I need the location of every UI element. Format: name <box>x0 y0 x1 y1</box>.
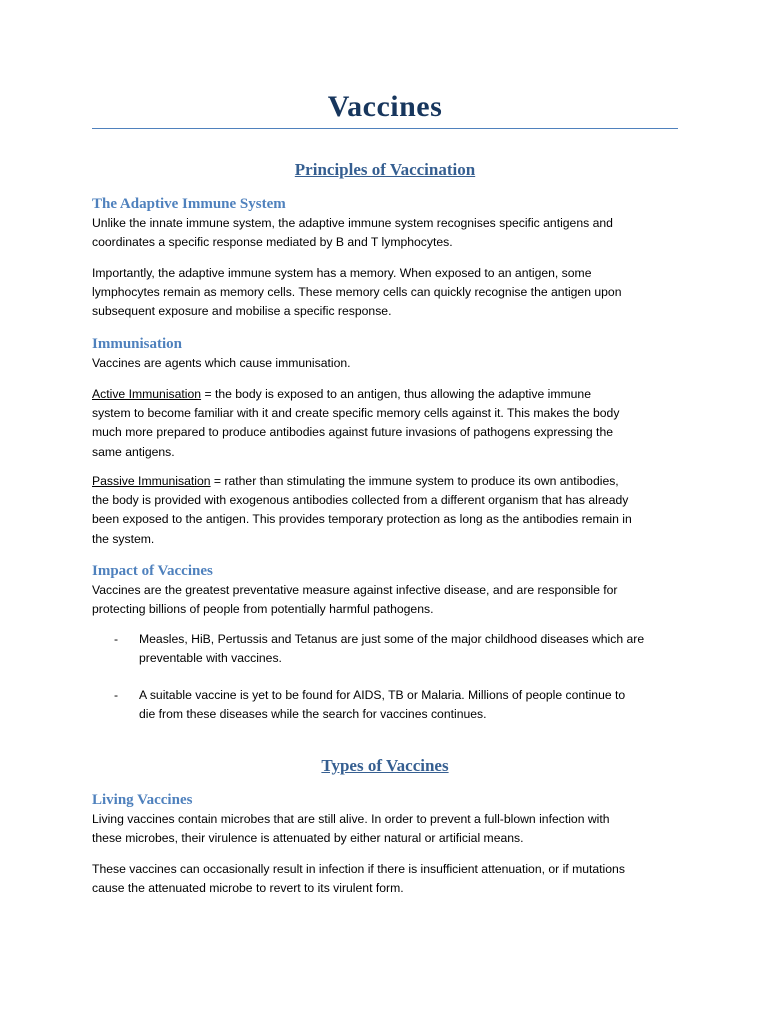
bullet-dash: - <box>114 632 119 646</box>
bullet-dash: - <box>114 688 119 702</box>
text-line: = rather than stimulating the immune system to produce its own antibodies, <box>210 474 619 488</box>
paragraph-active-immunisation <box>92 385 678 462</box>
section-heading-types: Types of Vaccines <box>321 756 449 775</box>
subheading-immunisation: Immunisation <box>92 336 183 352</box>
text-line: cause the attenuated microbe to revert to its virulent form. <box>92 881 404 896</box>
text-line: the body is provided with exogenous antibodies collected from a different organism that has already <box>92 493 629 508</box>
paragraph-living-vaccines-intro <box>92 810 678 848</box>
text-line: die from these diseases while the search for vaccines continues. <box>139 707 487 722</box>
text-line: same antigens. <box>92 444 175 459</box>
text-line: Living vaccines contain microbes that are still alive. In order to prevent a full-blown infection with <box>92 812 610 826</box>
document-title: Vaccines <box>327 90 443 123</box>
paragraph-passive-immunisation <box>92 472 678 549</box>
text-line: Importantly, the adaptive immune system has a memory. When exposed to an antigen, some <box>92 266 592 280</box>
paragraph-impact <box>92 581 678 619</box>
text-line: coordinates a specific response mediated by B and T lymphocytes. <box>92 235 453 250</box>
text-line: system to become familiar with it and create specific memory cells against it. This makes the body <box>92 406 620 421</box>
text-line: Unlike the innate immune system, the adaptive immune system recognises specific antigens and <box>92 216 613 230</box>
paragraph-immunisation-intro: Vaccines are agents which cause immunisation. <box>92 356 351 370</box>
paragraph-living-vaccines-risk <box>92 860 678 898</box>
text-line: been exposed to the antigen. This provides temporary protection as long as the antibodies remain in <box>92 512 632 527</box>
paragraph-adaptive-memory <box>92 264 678 322</box>
paragraph-adaptive-intro <box>92 214 678 252</box>
term-passive-immunisation: Passive Immunisation <box>92 474 211 488</box>
text-line: lymphocytes remain as memory cells. These memory cells can quickly recognise the antigen upon <box>92 285 622 300</box>
section-heading-principles: Principles of Vaccination <box>294 160 476 179</box>
subheading-impact-of-vaccines: Impact of Vaccines <box>92 563 213 579</box>
term-active-immunisation: Active Immunisation <box>92 387 202 401</box>
list-item-text <box>139 686 678 724</box>
text-line: preventable with vaccines. <box>139 651 282 666</box>
text-line: these microbes, their virulence is attenuated by either natural or artificial means. <box>92 831 524 846</box>
title-divider <box>92 128 678 129</box>
text-line: the system. <box>92 531 155 546</box>
subheading-adaptive-immune-system: The Adaptive Immune System <box>92 196 286 212</box>
text-line: A suitable vaccine is yet to be found for AIDS, TB or Malaria. Millions of people continue to <box>139 688 626 702</box>
text-line: much more prepared to produce antibodies against future invasions of pathogens expressing the <box>92 425 614 440</box>
list-item-text <box>139 630 678 668</box>
text-line: protecting billions of people from potentially harmful pathogens. <box>92 602 434 617</box>
text-line: Vaccines are the greatest preventative measure against infective disease, and are responsible for <box>92 583 618 597</box>
text-line: These vaccines can occasionally result in infection if there is insufficient attenuation, or if mutations <box>92 862 625 876</box>
text-line: subsequent exposure and mobilise a specific response. <box>92 304 392 319</box>
list-item-childhood-diseases <box>114 630 678 668</box>
text-line: = the body is exposed to an antigen, thus allowing the adaptive immune <box>201 387 591 401</box>
subheading-living-vaccines: Living Vaccines <box>92 792 193 808</box>
text-line: Measles, HiB, Pertussis and Tetanus are just some of the major childhood diseases which are <box>139 632 645 646</box>
list-item-no-vaccine-diseases <box>114 686 678 724</box>
